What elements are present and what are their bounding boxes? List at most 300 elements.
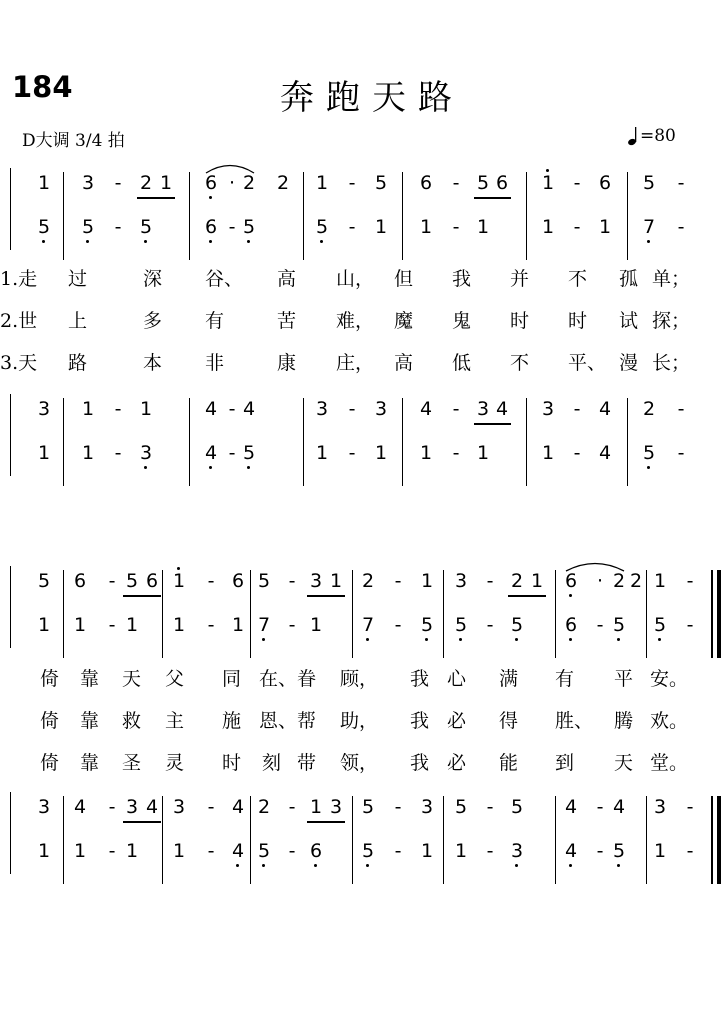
staff-3 — [0, 394, 724, 442]
bar-line — [627, 398, 628, 442]
bar-line — [303, 442, 304, 486]
eighth-underline — [137, 197, 175, 199]
lyric-syllable: 安。 — [650, 668, 689, 690]
dash: - — [348, 398, 356, 420]
quarter-note-icon — [628, 126, 638, 146]
final-bar-line — [717, 570, 721, 614]
octave-low-dot — [617, 864, 620, 867]
dash: - — [452, 398, 460, 420]
dash: - — [677, 442, 685, 464]
dash: - — [108, 796, 116, 818]
key-time-signature: D大调 3/4 拍 — [22, 131, 125, 151]
dot: · — [596, 570, 604, 592]
note: 3 — [507, 840, 527, 862]
lyric-syllable: 谷、 — [205, 268, 244, 290]
lyric-syllable: 并 — [510, 268, 530, 290]
note: 3 — [476, 398, 490, 420]
eighth-underline — [474, 197, 511, 199]
note: 3 — [81, 172, 95, 194]
tempo-value: =80 — [640, 126, 676, 146]
note: 5 — [510, 796, 524, 818]
bar-line — [352, 840, 353, 884]
note: 1 — [598, 216, 612, 238]
tempo-marking — [628, 126, 676, 146]
lyric-syllable: 时 — [510, 310, 530, 332]
note: 6 — [561, 614, 581, 636]
octave-low-dot — [144, 240, 147, 243]
bar-line — [352, 796, 353, 840]
dash: - — [573, 216, 581, 238]
final-bar-line — [717, 796, 721, 840]
octave-low-dot — [647, 240, 650, 243]
final-bar-line — [717, 614, 721, 658]
note: 1 — [541, 216, 555, 238]
final-bar-line — [711, 570, 713, 614]
lyric-syllable: 领， — [340, 752, 379, 774]
lyric-syllable: 倚 — [40, 710, 60, 732]
note: 1 — [37, 840, 51, 862]
octave-low-dot — [42, 240, 45, 243]
note: 2 — [612, 570, 626, 592]
staff-3 — [0, 792, 724, 840]
note: 7 — [254, 614, 274, 636]
note: 1 — [315, 172, 329, 194]
bar-line — [526, 216, 527, 260]
lyric-syllable: 同 — [222, 668, 242, 690]
note: 5 — [37, 570, 51, 592]
bar-line — [63, 398, 64, 442]
lyric-line-3 — [0, 348, 724, 378]
note: 4 — [204, 398, 218, 420]
dash: - — [452, 442, 460, 464]
lyric-syllable: 腾 — [614, 710, 634, 732]
note: 5 — [136, 216, 156, 238]
note: 6 — [231, 570, 245, 592]
bar-line — [162, 614, 163, 658]
score-system-1 — [0, 158, 724, 468]
bar-line — [646, 570, 647, 614]
bar-line — [646, 614, 647, 658]
lyric-syllable: 平、 — [568, 352, 607, 374]
note: 2 — [242, 172, 256, 194]
note: 3 — [374, 398, 388, 420]
dash: - — [394, 570, 402, 592]
bar-line — [250, 796, 251, 840]
staff-1 — [0, 168, 724, 216]
note: 2 — [642, 398, 656, 420]
lyric-syllable: 时 — [222, 752, 242, 774]
bar-line — [162, 570, 163, 614]
bar-line — [443, 614, 444, 658]
lyric-syllable: 路 — [68, 352, 88, 374]
song-number: 184 — [12, 70, 73, 104]
lyric-syllable: 我 — [410, 710, 430, 732]
dash: - — [114, 398, 122, 420]
lyric-syllable: 难， — [336, 310, 375, 332]
lyric-syllable: 不 — [568, 268, 588, 290]
lyric-syllable: 山， — [336, 268, 375, 290]
dash: - — [288, 570, 296, 592]
octave-low-dot — [569, 594, 572, 597]
dash: - — [207, 840, 215, 862]
lyric-line-3 — [0, 748, 724, 778]
note: 5 — [642, 172, 656, 194]
bar-line — [250, 570, 251, 614]
bar-line — [646, 840, 647, 884]
note: 4 — [145, 796, 159, 818]
bar-line — [63, 172, 64, 216]
octave-high-dot — [177, 567, 180, 570]
lyric-syllable: 带 — [297, 752, 317, 774]
note: 3 — [454, 570, 468, 592]
octave-high-dot — [546, 169, 549, 172]
note: 1 — [73, 840, 87, 862]
bar-line — [250, 614, 251, 658]
bar-line — [303, 216, 304, 260]
note: 3 — [541, 398, 555, 420]
lyric-syllable: 助， — [340, 710, 379, 732]
octave-low-dot — [209, 196, 212, 199]
lyric-syllable: 本 — [143, 352, 163, 374]
note: 1 — [541, 442, 555, 464]
lyric-syllable: 必 — [447, 710, 467, 732]
bar-line — [555, 570, 556, 614]
lyric-syllable: 探； — [652, 310, 691, 332]
note: 4 — [598, 398, 612, 420]
note: 5 — [78, 216, 98, 238]
dash: - — [228, 442, 236, 464]
note: 1 — [73, 614, 87, 636]
dash: - — [452, 172, 460, 194]
note: 5 — [125, 570, 139, 592]
note: 3 — [315, 398, 329, 420]
dash: - — [486, 570, 494, 592]
dash: - — [573, 398, 581, 420]
note: 5 — [34, 216, 54, 238]
bar-line — [352, 570, 353, 614]
bar-line — [627, 442, 628, 486]
note: 4 — [561, 840, 581, 862]
lyric-syllable: 康 — [277, 352, 297, 374]
octave-low-dot — [144, 466, 147, 469]
note: 3 — [136, 442, 156, 464]
dash: - — [207, 614, 215, 636]
lyric-line-1 — [0, 264, 724, 294]
lyric-syllable: 高 — [394, 352, 414, 374]
dash: - — [108, 570, 116, 592]
dash: - — [686, 840, 694, 862]
lyric-syllable: 必 — [447, 752, 467, 774]
note: 1 — [231, 614, 245, 636]
lyric-syllable: 非 — [205, 352, 225, 374]
dash: - — [114, 442, 122, 464]
note: 4 — [612, 796, 626, 818]
octave-low-dot — [425, 638, 428, 641]
note: 6 — [73, 570, 87, 592]
octave-low-dot — [617, 638, 620, 641]
octave-low-dot — [209, 240, 212, 243]
bar-line — [555, 614, 556, 658]
lyric-syllable: 恩、帮 — [259, 710, 317, 732]
lyric-syllable: 得 — [499, 710, 519, 732]
lyric-syllable: 靠 — [80, 710, 100, 732]
octave-low-dot — [314, 864, 317, 867]
lyric-syllable: 欢。 — [650, 710, 689, 732]
bar-line — [352, 614, 353, 658]
note: 2 — [629, 570, 643, 592]
dash: - — [573, 172, 581, 194]
lyric-syllable: 主 — [165, 710, 185, 732]
dash: - — [596, 614, 604, 636]
bar-line — [443, 570, 444, 614]
lyric-syllable: 3.天 — [0, 352, 38, 374]
note: 5 — [239, 216, 259, 238]
note: 1 — [530, 570, 544, 592]
lyric-syllable: 我 — [410, 752, 430, 774]
lyric-syllable: 靠 — [80, 752, 100, 774]
lyric-syllable: 不 — [510, 352, 530, 374]
note: 5 — [451, 614, 471, 636]
note: 3 — [420, 796, 434, 818]
note: 1 — [125, 614, 139, 636]
lyric-syllable: 能 — [499, 752, 519, 774]
lyric-syllable: 低 — [452, 352, 472, 374]
lyric-syllable: 单； — [652, 268, 691, 290]
dash: - — [596, 840, 604, 862]
dash: - — [573, 442, 581, 464]
note: 4 — [564, 796, 578, 818]
bar-line — [526, 398, 527, 442]
note: 5 — [358, 840, 378, 862]
note: 4 — [495, 398, 509, 420]
dash: - — [207, 796, 215, 818]
note: 1 — [37, 442, 51, 464]
final-bar-line — [711, 796, 713, 840]
dash: - — [677, 172, 685, 194]
lyric-syllable: 我 — [410, 668, 430, 690]
octave-low-dot — [515, 864, 518, 867]
note: 2 — [139, 172, 153, 194]
lyric-syllable: 父 — [165, 668, 185, 690]
note: 1 — [329, 570, 343, 592]
bar-line — [402, 442, 403, 486]
dash: - — [207, 570, 215, 592]
note: 5 — [476, 172, 490, 194]
lyric-line-1 — [0, 664, 724, 694]
octave-low-dot — [236, 864, 239, 867]
lyric-syllable: 2.世 — [0, 310, 38, 332]
bar-line — [555, 840, 556, 884]
octave-low-dot — [658, 638, 661, 641]
lyric-syllable: 圣 — [122, 752, 142, 774]
dash: - — [288, 840, 296, 862]
bar-line — [627, 216, 628, 260]
bar-line — [63, 570, 64, 614]
lyric-syllable: 灵 — [165, 752, 185, 774]
dash: - — [348, 442, 356, 464]
octave-low-dot — [247, 466, 250, 469]
final-bar-line — [717, 840, 721, 884]
note: 6 — [561, 570, 581, 592]
dash: - — [677, 216, 685, 238]
octave-low-dot — [209, 466, 212, 469]
lyric-syllable: 天 — [122, 668, 142, 690]
note: 6 — [598, 172, 612, 194]
staff-4 — [0, 438, 724, 486]
note: 1 — [37, 172, 51, 194]
note: 5 — [609, 840, 629, 862]
note: 1 — [538, 172, 558, 194]
dash: - — [394, 796, 402, 818]
bar-line — [189, 442, 190, 486]
note: 4 — [73, 796, 87, 818]
note: 6 — [145, 570, 159, 592]
octave-low-dot — [320, 240, 323, 243]
bar-line — [555, 796, 556, 840]
lyric-syllable: 我 — [452, 268, 472, 290]
note: 5 — [257, 570, 271, 592]
eighth-underline — [508, 595, 546, 597]
note: 3 — [37, 796, 51, 818]
octave-low-dot — [569, 864, 572, 867]
octave-low-dot — [569, 638, 572, 641]
lyric-syllable: 施 — [222, 710, 242, 732]
dash: - — [288, 614, 296, 636]
note: 1 — [374, 216, 388, 238]
bar-line — [162, 796, 163, 840]
note: 6 — [495, 172, 509, 194]
lyric-syllable: 救 — [122, 710, 142, 732]
dash: - — [486, 796, 494, 818]
note: 1 — [653, 840, 667, 862]
lyric-syllable: 鬼 — [452, 310, 472, 332]
lyric-syllable: 庄， — [336, 352, 375, 374]
dash: - — [394, 614, 402, 636]
dash: - — [114, 172, 122, 194]
lyric-syllable: 魔 — [394, 310, 414, 332]
bar-line — [189, 216, 190, 260]
lyric-syllable: 在、眷 — [259, 668, 317, 690]
dash: - — [596, 796, 604, 818]
dash: - — [486, 614, 494, 636]
eighth-underline — [123, 595, 161, 597]
note: 1 — [125, 840, 139, 862]
lyric-syllable: 有 — [205, 310, 225, 332]
note: 1 — [309, 796, 323, 818]
note: 5 — [507, 614, 527, 636]
lyric-syllable: 心 — [447, 668, 467, 690]
bar-line — [402, 398, 403, 442]
note: 1 — [374, 442, 388, 464]
bar-line — [63, 796, 64, 840]
bar-line — [189, 398, 190, 442]
note: 3 — [309, 570, 323, 592]
note: 3 — [329, 796, 343, 818]
note: 5 — [650, 614, 670, 636]
note: 5 — [609, 614, 629, 636]
note: 1 — [139, 398, 153, 420]
note: 5 — [361, 796, 375, 818]
note: 6 — [201, 216, 221, 238]
lyric-syllable: 试 — [619, 310, 639, 332]
lyric-syllable: 平 — [614, 668, 634, 690]
octave-low-dot — [515, 638, 518, 641]
lyric-syllable: 1.走 — [0, 268, 38, 290]
bar-line — [303, 398, 304, 442]
bar-line — [627, 172, 628, 216]
note: 7 — [358, 614, 378, 636]
octave-low-dot — [459, 638, 462, 641]
bar-line — [402, 216, 403, 260]
note: 1 — [309, 614, 323, 636]
note: 2 — [510, 570, 524, 592]
eighth-underline — [474, 423, 511, 425]
lyric-syllable: 苦 — [277, 310, 297, 332]
bar-line — [63, 614, 64, 658]
octave-low-dot — [262, 864, 265, 867]
dash: - — [108, 840, 116, 862]
bar-line — [443, 840, 444, 884]
lyric-syllable: 堂。 — [650, 752, 689, 774]
lyric-syllable: 顾， — [340, 668, 379, 690]
dash: - — [348, 216, 356, 238]
lyric-syllable: 高 — [277, 268, 297, 290]
dash: - — [108, 614, 116, 636]
lyric-syllable: 到 — [555, 752, 575, 774]
note: 4 — [598, 442, 612, 464]
note: 1 — [172, 840, 186, 862]
note: 4 — [228, 840, 248, 862]
bar-line — [189, 172, 190, 216]
note: 1 — [315, 442, 329, 464]
eighth-underline — [307, 595, 345, 597]
dash: - — [288, 796, 296, 818]
bar-line — [162, 840, 163, 884]
eighth-underline — [307, 821, 345, 823]
note: 4 — [201, 442, 221, 464]
eighth-underline — [123, 821, 161, 823]
lyric-syllable: 漫 — [619, 352, 639, 374]
dash: - — [686, 796, 694, 818]
lyric-syllable: 长； — [652, 352, 691, 374]
lyric-syllable: 靠 — [80, 668, 100, 690]
note: 5 — [312, 216, 332, 238]
note: 1 — [159, 172, 173, 194]
bar-line — [63, 216, 64, 260]
dash: - — [228, 398, 236, 420]
dash: - — [394, 840, 402, 862]
note: 1 — [419, 216, 433, 238]
note: 2 — [257, 796, 271, 818]
bar-line — [526, 172, 527, 216]
note: 6 — [201, 172, 221, 194]
note: 3 — [653, 796, 667, 818]
tie-arc — [565, 560, 625, 572]
lyric-syllable: 多 — [143, 310, 163, 332]
note: 5 — [374, 172, 388, 194]
lyric-line-2 — [0, 706, 724, 736]
note: 1 — [476, 442, 490, 464]
note: 4 — [231, 796, 245, 818]
lyric-syllable: 胜、 — [555, 710, 594, 732]
lyric-syllable: 上 — [68, 310, 88, 332]
note: 7 — [639, 216, 659, 238]
note: 5 — [254, 840, 274, 862]
note: 2 — [361, 570, 375, 592]
staff-2 — [0, 610, 724, 658]
note: 3 — [37, 398, 51, 420]
lyric-syllable: 倚 — [40, 668, 60, 690]
